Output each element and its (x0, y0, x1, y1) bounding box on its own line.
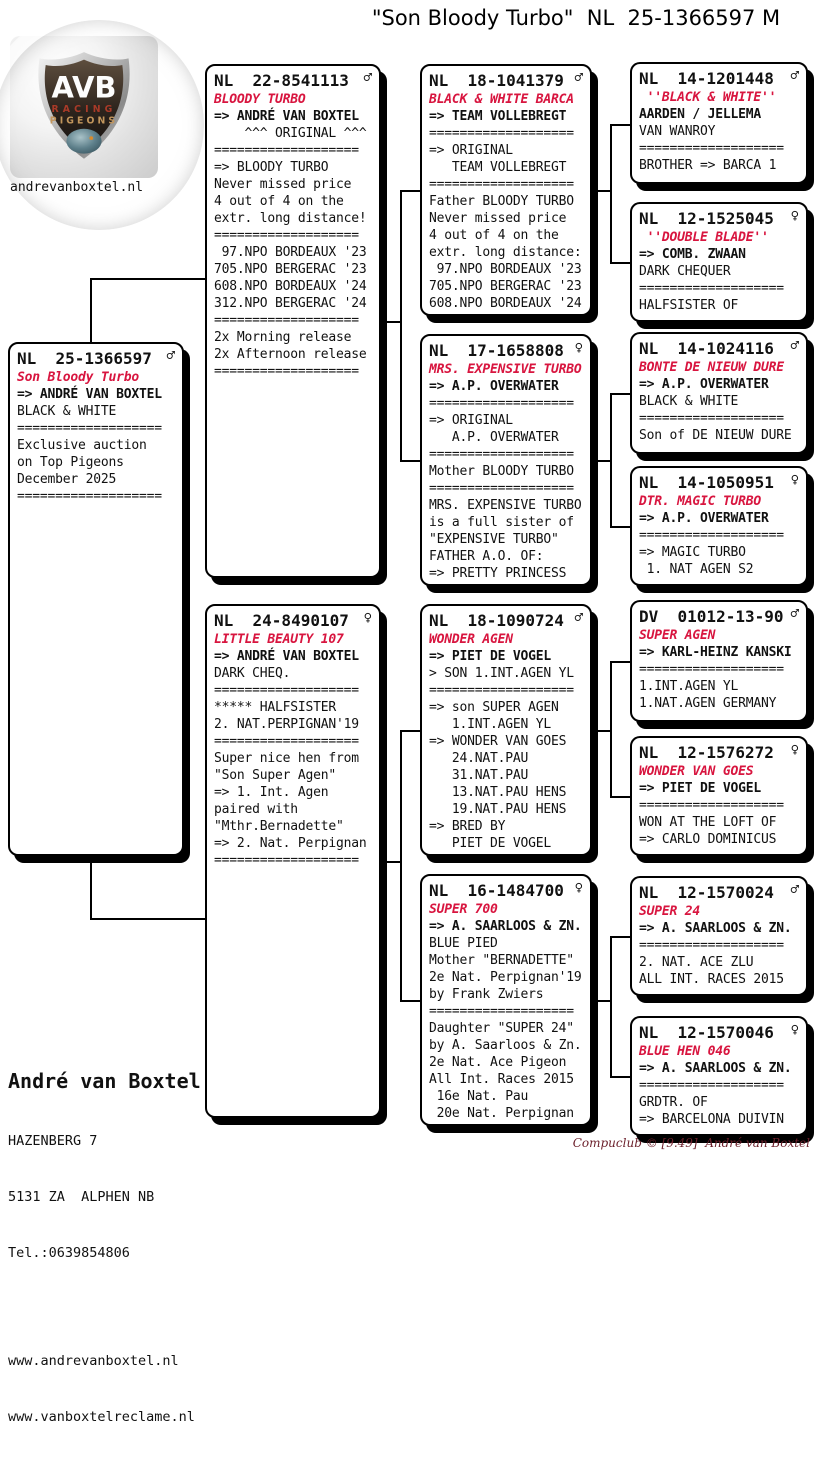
pigeon-name: SUPER 700 (429, 902, 498, 917)
box-line: => ORIGINAL (429, 143, 513, 158)
connector-line (610, 796, 630, 798)
ring-number: NL 14-1024116 (639, 339, 774, 358)
sex-icon: ♀ (574, 880, 583, 896)
box-line: => KARL-HEINZ KANSKI (639, 645, 792, 660)
separator-line: =================== (639, 411, 784, 426)
pedigree-box-g4c (630, 332, 808, 454)
box-line: => TEAM VOLLEBREGT (429, 109, 567, 124)
contact-website-2: www.vanboxtelreclame.nl (8, 1409, 195, 1425)
box-line: extr. long distance! (214, 211, 367, 226)
box-line: Never missed price (429, 211, 567, 226)
box-line: Mother BLOODY TURBO (429, 464, 574, 479)
pedigree-box-dam (205, 604, 381, 1118)
connector-line (592, 190, 610, 192)
pedigree-box-g4h (630, 1016, 808, 1136)
box-line: 24.NAT.PAU (429, 751, 529, 766)
box-line: DARK CHEQ. (214, 666, 291, 681)
box-line: Exclusive auction (17, 438, 147, 453)
pedigree-box-g3c (420, 604, 592, 856)
pigeon-name: SUPER 24 (639, 904, 701, 919)
connector-line (610, 124, 630, 126)
separator-line: =================== (214, 364, 359, 379)
box-line: => son SUPER AGEN (429, 700, 559, 715)
connector-line (90, 918, 205, 920)
separator-line: =================== (214, 853, 359, 868)
ring-number: NL 12-1525045 (639, 209, 774, 228)
box-line: 2x Afternoon release (214, 347, 367, 362)
ring-number: NL 14-1050951 (639, 473, 774, 492)
sex-icon: ♀ (790, 1022, 799, 1038)
box-line: FATHER A.O. OF: (429, 549, 544, 564)
box-line: => BRED BY (429, 819, 506, 834)
connector-line (400, 1000, 420, 1002)
box-line: => A.P. OVERWATER (639, 511, 769, 526)
separator-line: =================== (214, 734, 359, 749)
separator-line: =================== (214, 228, 359, 243)
connector-line (610, 936, 630, 938)
connector-line (90, 856, 92, 920)
box-line: Mother "BERNADETTE" (429, 953, 574, 968)
logo-caption: andrevanboxtel.nl (10, 180, 144, 195)
sex-icon: ♀ (790, 208, 799, 224)
contact-phone: Tel.:0639854806 (8, 1245, 130, 1261)
footer-credit: Compuclub © [9.49] André van Boxtel (572, 1136, 810, 1150)
pigeon-name: BONTE DE NIEUW DURE (639, 360, 784, 375)
pedigree-box-g3d (420, 874, 592, 1126)
separator-line: =================== (429, 177, 574, 192)
separator-line: =================== (214, 313, 359, 328)
box-line: ^^^ ORIGINAL ^^^ (214, 126, 367, 141)
box-line: 1. NAT AGEN S2 (639, 562, 754, 577)
box-line: "EXPENSIVE TURBO" (429, 532, 559, 547)
box-line: => BLOODY TURBO (214, 160, 329, 175)
box-line: Super nice hen from (214, 751, 359, 766)
ring-number: DV 01012-13-90 (639, 607, 784, 626)
pigeon-name: BLACK & WHITE BARCA (429, 92, 574, 107)
separator-line: =================== (639, 798, 784, 813)
sex-icon: ♀ (363, 610, 372, 626)
box-line: 312.NPO BERGERAC '24 (214, 296, 367, 311)
box-line: extr. long distance: (429, 245, 582, 260)
box-line: 2e Nat. Ace Pigeon (429, 1055, 567, 1070)
pigeon-name: WONDER AGEN (429, 632, 513, 647)
sex-icon: ♂ (574, 610, 583, 626)
box-line: 705.NPO BERGERAC '23 (429, 279, 582, 294)
pedigree-box-g4g (630, 876, 808, 996)
box-line: Father BLOODY TURBO (429, 194, 574, 209)
box-line: BLUE PIED (429, 936, 498, 951)
box-line: MRS. EXPENSIVE TURBO (429, 498, 582, 513)
sex-icon: ♂ (574, 70, 583, 86)
ring-number: NL 18-1041379 (429, 71, 564, 90)
ring-number: NL 12-1576272 (639, 743, 774, 762)
pedigree-box-sire (205, 64, 381, 578)
connector-line (610, 661, 630, 663)
box-line: => ORIGINAL (429, 413, 513, 428)
separator-line: =================== (429, 481, 574, 496)
separator-line: =================== (17, 421, 162, 436)
contact-name: André van Boxtel (8, 1069, 201, 1093)
logo-word-pigeons: PIGEONS (49, 115, 119, 127)
connector-line (610, 393, 630, 395)
box-line: => A. SAARLOOS & ZN. (639, 1061, 792, 1076)
box-line: 19.NAT.PAU HENS (429, 802, 567, 817)
connector-line (400, 460, 420, 462)
box-line: 4 out of 4 on the (214, 194, 344, 209)
box-line: TEAM VOLLEBREGT (429, 160, 567, 175)
pedigree-box-g4d (630, 466, 808, 586)
box-line: 31.NAT.PAU (429, 768, 529, 783)
box-line: => 1. Int. Agen (214, 785, 329, 800)
box-line: 1.INT.AGEN YL (429, 717, 552, 732)
box-line: => 2. Nat. Perpignan (214, 836, 367, 851)
box-line: 705.NPO BERGERAC '23 (214, 262, 367, 277)
sex-icon: ♂ (166, 348, 175, 364)
sex-icon: ♂ (790, 882, 799, 898)
separator-line: =================== (429, 1004, 574, 1019)
box-line: on Top Pigeons (17, 455, 124, 470)
box-line: 1.NAT.AGEN GERMANY (639, 696, 777, 711)
connector-line (610, 124, 612, 264)
logo-word-racing: RACING (51, 104, 117, 116)
ring-number: NL 18-1090724 (429, 611, 564, 630)
pigeon-name: DTR. MAGIC TURBO (639, 494, 762, 509)
pigeon-name: ''DOUBLE BLADE'' (639, 230, 769, 245)
separator-line: =================== (429, 126, 574, 141)
box-line: => WONDER VAN GOES (429, 734, 567, 749)
box-line: => ANDRÉ VAN BOXTEL (17, 387, 162, 402)
contact-address-line2: 5131 ZA ALPHEN NB (8, 1189, 155, 1205)
pigeon-name: BLOODY TURBO (214, 92, 306, 107)
connector-line (592, 730, 610, 732)
separator-line: =================== (639, 281, 784, 296)
contact-block (8, 1030, 201, 1464)
ring-number: NL 22-8541113 (214, 71, 349, 90)
box-line: => ANDRÉ VAN BOXTEL (214, 649, 359, 664)
box-line: => PRETTY PRINCESS (429, 566, 567, 581)
sex-icon: ♂ (363, 70, 372, 86)
box-line: 2x Morning release (214, 330, 352, 345)
box-line: GRDTR. OF (639, 1095, 708, 1110)
connector-line (400, 730, 402, 1002)
box-line: 608.NPO BORDEAUX '24 (429, 296, 582, 311)
separator-line: =================== (214, 683, 359, 698)
connector-line (610, 661, 612, 798)
box-line: 20e Nat. Perpignan (429, 1106, 574, 1121)
connector-line (610, 1076, 630, 1078)
box-line: 97.NPO BORDEAUX '23 (429, 262, 582, 277)
box-line: is a full sister of (429, 515, 574, 530)
box-line: => A.P. OVERWATER (429, 379, 559, 394)
box-line: 1.INT.AGEN YL (639, 679, 739, 694)
box-line: "Son Super Agen" (214, 768, 337, 783)
connector-line (610, 262, 630, 264)
box-line: => CARLO DOMINICUS (639, 832, 777, 847)
pedigree-box-g3b (420, 334, 592, 586)
ring-number: NL 17-1658808 (429, 341, 564, 360)
box-line: ALL INT. RACES 2015 (639, 972, 784, 987)
box-line: => PIET DE VOGEL (639, 781, 762, 796)
connector-line (610, 526, 630, 528)
separator-line: =================== (639, 141, 784, 156)
box-line: by A. Saarloos & Zn. (429, 1038, 582, 1053)
box-line: by Frank Zwiers (429, 987, 544, 1002)
sex-icon: ♂ (790, 606, 799, 622)
ring-number: NL 14-1201448 (639, 69, 774, 88)
connector-line (610, 936, 612, 1078)
pedigree-box-g4b (630, 202, 808, 322)
avb-shield-icon (32, 49, 136, 165)
separator-line: =================== (214, 143, 359, 158)
box-line: A.P. OVERWATER (429, 430, 559, 445)
pigeon-name: Son Bloody Turbo (17, 370, 140, 385)
box-line: VAN WANROY (639, 124, 716, 139)
logo-initials: AVB (51, 70, 117, 105)
box-line: 608.NPO BORDEAUX '24 (214, 279, 367, 294)
box-line: => ANDRÉ VAN BOXTEL (214, 109, 359, 124)
box-line: BROTHER => BARCA 1 (639, 158, 777, 173)
ring-number: NL 12-1570046 (639, 1023, 774, 1042)
separator-line: =================== (639, 1078, 784, 1093)
separator-line: =================== (429, 396, 574, 411)
ring-number: NL 25-1366597 (17, 349, 152, 368)
box-line: BLACK & WHITE (17, 404, 117, 419)
sex-icon: ♀ (790, 742, 799, 758)
box-line: => MAGIC TURBO (639, 545, 746, 560)
pigeon-name: ''BLACK & WHITE'' (639, 90, 777, 105)
ring-number: NL 16-1484700 (429, 881, 564, 900)
separator-line: =================== (429, 683, 574, 698)
box-line: => A. SAARLOOS & ZN. (429, 919, 582, 934)
contact-website-1: www.andrevanboxtel.nl (8, 1353, 179, 1369)
sex-icon: ♂ (790, 68, 799, 84)
avb-logo (10, 36, 158, 178)
connector-line (381, 861, 400, 863)
box-line: BLACK & WHITE (639, 394, 739, 409)
box-line: 2e Nat. Perpignan'19 (429, 970, 582, 985)
pigeon-name: SUPER AGEN (639, 628, 716, 643)
pigeon-name: LITTLE BEAUTY 107 (214, 632, 344, 647)
box-line: Never missed price (214, 177, 352, 192)
box-line: WON AT THE LOFT OF (639, 815, 777, 830)
box-line: => PIET DE VOGEL (429, 649, 552, 664)
pigeon-name: BLUE HEN 046 (639, 1044, 731, 1059)
box-line: ***** HALFSISTER (214, 700, 337, 715)
pigeon-name: MRS. EXPENSIVE TURBO (429, 362, 582, 377)
sex-icon: ♂ (790, 338, 799, 354)
box-line: PIET DE VOGEL (429, 836, 552, 851)
box-line: Daughter "SUPER 24" (429, 1021, 574, 1036)
pedigree-box-subject (8, 342, 184, 856)
box-line: 16e Nat. Pau (429, 1089, 529, 1104)
separator-line: =================== (639, 528, 784, 543)
box-line: 4 out of 4 on the (429, 228, 559, 243)
connector-line (381, 321, 400, 323)
box-line: => A. SAARLOOS & ZN. (639, 921, 792, 936)
connector-line (90, 278, 92, 344)
connector-line (592, 1000, 610, 1002)
connector-line (400, 190, 420, 192)
pedigree-box-g3a (420, 64, 592, 316)
box-line: Son of DE NIEUW DURE (639, 428, 792, 443)
separator-line: =================== (429, 447, 574, 462)
box-line: => A.P. OVERWATER (639, 377, 769, 392)
pedigree-box-g4e (630, 600, 808, 722)
box-line: > SON 1.INT.AGEN YL (429, 666, 574, 681)
contact-address-line1: HAZENBERG 7 (8, 1133, 98, 1149)
sex-icon: ♀ (790, 472, 799, 488)
connector-line (400, 190, 402, 462)
page-title: "Son Bloody Turbo" NL 25-1366597 M (371, 6, 781, 30)
connector-line (90, 278, 205, 280)
box-line: 13.NAT.PAU HENS (429, 785, 567, 800)
box-line: => BARCELONA DUIVIN (639, 1112, 784, 1127)
connector-line (610, 393, 612, 528)
box-line: => COMB. ZWAAN (639, 247, 746, 262)
separator-line: =================== (639, 662, 784, 677)
ring-number: NL 24-8490107 (214, 611, 349, 630)
box-line: 97.NPO BORDEAUX '23 (214, 245, 367, 260)
box-line: All Int. Races 2015 (429, 1072, 574, 1087)
box-line: "Mthr.Bernadette" (214, 819, 344, 834)
box-line: DARK CHEQUER (639, 264, 731, 279)
separator-line: =================== (17, 489, 162, 504)
pigeon-head-image (66, 129, 101, 154)
pedigree-box-g4f (630, 736, 808, 856)
separator-line: =================== (639, 938, 784, 953)
pedigree-box-g4a (630, 62, 808, 184)
box-line: HALFSISTER OF (639, 298, 739, 313)
box-line: 2. NAT. ACE ZLU (639, 955, 754, 970)
box-line: paired with (214, 802, 298, 817)
connector-line (400, 730, 420, 732)
ring-number: NL 12-1570024 (639, 883, 774, 902)
connector-line (592, 460, 610, 462)
sex-icon: ♀ (574, 340, 583, 356)
pigeon-name: WONDER VAN GOES (639, 764, 754, 779)
box-line: AARDEN / JELLEMA (639, 107, 762, 122)
box-line: 2. NAT.PERPIGNAN'19 (214, 717, 359, 732)
box-line: December 2025 (17, 472, 117, 487)
